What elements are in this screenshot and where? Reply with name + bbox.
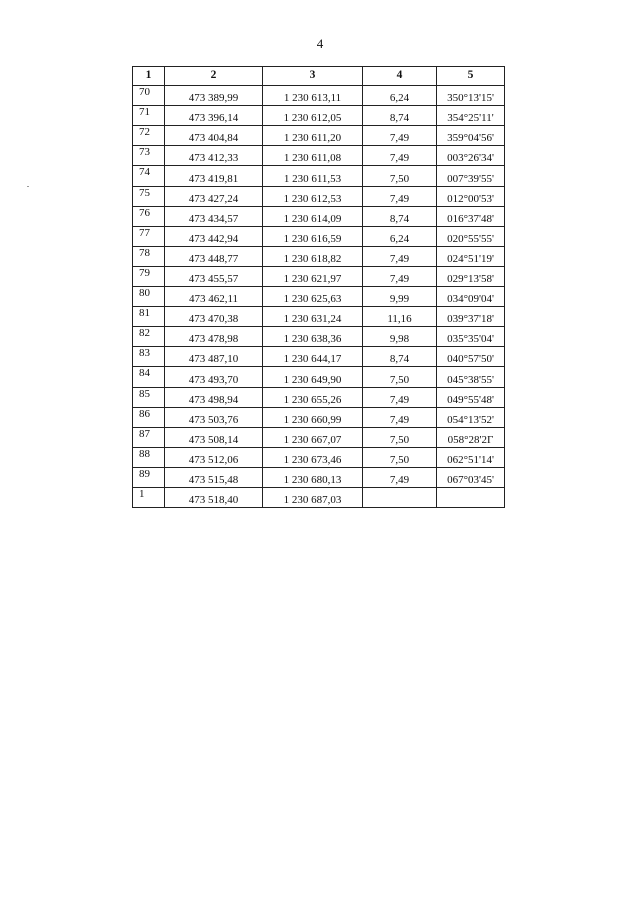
- table-row: [133, 287, 505, 307]
- bearing-cell: 012°00'53': [437, 186, 505, 206]
- page-number: 4: [316, 36, 324, 51]
- y-coordinate-cell: 1 230 631,24: [263, 307, 363, 327]
- distance-cell: 7,49: [363, 266, 437, 286]
- y-coordinate-cell: 1 230 612,05: [263, 106, 363, 126]
- distance-cell: 7,50: [363, 427, 437, 447]
- bearing-cell: 359°04'56': [437, 126, 505, 146]
- table-row: [133, 467, 505, 487]
- y-coordinate-cell: 1 230 611,53: [263, 166, 363, 186]
- point-number-cell: 81: [133, 307, 165, 327]
- coordinates-table: [132, 66, 505, 508]
- x-coordinate-cell: 473 412,33: [165, 146, 263, 166]
- x-coordinate-cell: 473 448,77: [165, 246, 263, 266]
- point-number-cell: 76: [133, 206, 165, 226]
- y-coordinate-cell: 1 230 612,53: [263, 186, 363, 206]
- table-row: [133, 246, 505, 266]
- x-coordinate-cell: 473 427,24: [165, 186, 263, 206]
- table-row: [133, 447, 505, 467]
- x-coordinate-cell: 473 487,10: [165, 347, 263, 367]
- x-coordinate-cell: 473 396,14: [165, 106, 263, 126]
- bearing-cell: 034°09'04': [437, 287, 505, 307]
- distance-cell: 7,50: [363, 447, 437, 467]
- distance-cell: [363, 487, 437, 507]
- point-number-cell: 83: [133, 347, 165, 367]
- bearing-cell: 024°51'19': [437, 246, 505, 266]
- table-row: [133, 106, 505, 126]
- point-number-cell: 84: [133, 367, 165, 387]
- bearing-cell: 039°37'18': [437, 307, 505, 327]
- x-coordinate-cell: 473 515,48: [165, 467, 263, 487]
- table-row: [133, 487, 505, 507]
- table-row: [133, 427, 505, 447]
- table-row: [133, 206, 505, 226]
- y-coordinate-cell: 1 230 613,11: [263, 86, 363, 106]
- column-header-x: 2: [165, 67, 263, 86]
- point-number-cell: 80: [133, 287, 165, 307]
- y-coordinate-cell: 1 230 673,46: [263, 447, 363, 467]
- table-row: [133, 387, 505, 407]
- point-number-cell: 1: [133, 487, 165, 507]
- distance-cell: 8,74: [363, 347, 437, 367]
- point-number-cell: 73: [133, 146, 165, 166]
- point-number-cell: 75: [133, 186, 165, 206]
- table-row: [133, 226, 505, 246]
- bearing-cell: 016°37'48': [437, 206, 505, 226]
- bearing-cell: 067°03'45': [437, 467, 505, 487]
- x-coordinate-cell: 473 512,06: [165, 447, 263, 467]
- table-header-row: [133, 67, 505, 86]
- column-header-bearing: 5: [437, 67, 505, 86]
- distance-cell: 7,49: [363, 146, 437, 166]
- x-coordinate-cell: 473 455,57: [165, 266, 263, 286]
- table-row: [133, 186, 505, 206]
- distance-cell: 7,49: [363, 407, 437, 427]
- point-number-cell: 77: [133, 226, 165, 246]
- distance-cell: 7,49: [363, 126, 437, 146]
- column-header-point: 1: [133, 67, 165, 86]
- y-coordinate-cell: 1 230 680,13: [263, 467, 363, 487]
- y-coordinate-cell: 1 230 625,63: [263, 287, 363, 307]
- y-coordinate-cell: 1 230 660,99: [263, 407, 363, 427]
- point-number-cell: 74: [133, 166, 165, 186]
- y-coordinate-cell: 1 230 621,97: [263, 266, 363, 286]
- x-coordinate-cell: 473 508,14: [165, 427, 263, 447]
- distance-cell: 7,49: [363, 246, 437, 266]
- bearing-cell: 020°55'55': [437, 226, 505, 246]
- x-coordinate-cell: 473 419,81: [165, 166, 263, 186]
- point-number-cell: 89: [133, 467, 165, 487]
- bearing-cell: 062°51'14': [437, 447, 505, 467]
- x-coordinate-cell: 473 462,11: [165, 287, 263, 307]
- point-number-cell: 85: [133, 387, 165, 407]
- y-coordinate-cell: 1 230 667,07: [263, 427, 363, 447]
- x-coordinate-cell: 473 498,94: [165, 387, 263, 407]
- bearing-cell: 003°26'34': [437, 146, 505, 166]
- point-number-cell: 79: [133, 266, 165, 286]
- table-row: [133, 347, 505, 367]
- x-coordinate-cell: 473 434,57: [165, 206, 263, 226]
- distance-cell: 6,24: [363, 86, 437, 106]
- y-coordinate-cell: 1 230 611,20: [263, 126, 363, 146]
- distance-cell: 6,24: [363, 226, 437, 246]
- distance-cell: 7,50: [363, 166, 437, 186]
- distance-cell: 7,50: [363, 367, 437, 387]
- y-coordinate-cell: 1 230 614,09: [263, 206, 363, 226]
- y-coordinate-cell: 1 230 655,26: [263, 387, 363, 407]
- bearing-cell: 054°13'52': [437, 407, 505, 427]
- distance-cell: 7,49: [363, 467, 437, 487]
- y-coordinate-cell: 1 230 618,82: [263, 246, 363, 266]
- table-row: [133, 407, 505, 427]
- bearing-cell: 350°13'15': [437, 86, 505, 106]
- table-row: [133, 266, 505, 286]
- distance-cell: 11,16: [363, 307, 437, 327]
- y-coordinate-cell: 1 230 687,03: [263, 487, 363, 507]
- bearing-cell: 035°35'04': [437, 327, 505, 347]
- y-coordinate-cell: 1 230 644,17: [263, 347, 363, 367]
- table-row: [133, 307, 505, 327]
- point-number-cell: 72: [133, 126, 165, 146]
- point-number-cell: 86: [133, 407, 165, 427]
- x-coordinate-cell: 473 389,99: [165, 86, 263, 106]
- bearing-cell: 354°25'11': [437, 106, 505, 126]
- point-number-cell: 82: [133, 327, 165, 347]
- point-number-cell: 88: [133, 447, 165, 467]
- table-row: [133, 327, 505, 347]
- x-coordinate-cell: 473 470,38: [165, 307, 263, 327]
- bearing-cell: 029°13'58': [437, 266, 505, 286]
- x-coordinate-cell: 473 493,70: [165, 367, 263, 387]
- y-coordinate-cell: 1 230 638,36: [263, 327, 363, 347]
- distance-cell: 9,98: [363, 327, 437, 347]
- column-header-distance: 4: [363, 67, 437, 86]
- bearing-cell: [437, 487, 505, 507]
- distance-cell: 8,74: [363, 206, 437, 226]
- bearing-cell: 007°39'55': [437, 166, 505, 186]
- x-coordinate-cell: 473 503,76: [165, 407, 263, 427]
- distance-cell: 9,99: [363, 287, 437, 307]
- point-number-cell: 87: [133, 427, 165, 447]
- point-number-cell: 70: [133, 86, 165, 106]
- x-coordinate-cell: 473 442,94: [165, 226, 263, 246]
- bearing-cell: 049°55'48': [437, 387, 505, 407]
- y-coordinate-cell: 1 230 649,90: [263, 367, 363, 387]
- point-number-cell: 71: [133, 106, 165, 126]
- x-coordinate-cell: 473 404,84: [165, 126, 263, 146]
- table-row: [133, 146, 505, 166]
- table-row: [133, 126, 505, 146]
- x-coordinate-cell: 473 478,98: [165, 327, 263, 347]
- x-coordinate-cell: 473 518,40: [165, 487, 263, 507]
- distance-cell: 7,49: [363, 186, 437, 206]
- distance-cell: 7,49: [363, 387, 437, 407]
- table-body: [133, 86, 505, 508]
- bearing-cell: 045°38'55': [437, 367, 505, 387]
- bearing-cell: 040°57'50': [437, 347, 505, 367]
- y-coordinate-cell: 1 230 611,08: [263, 146, 363, 166]
- column-header-y: 3: [263, 67, 363, 86]
- table-row: [133, 86, 505, 106]
- distance-cell: 8,74: [363, 106, 437, 126]
- scan-speck: [27, 186, 29, 187]
- y-coordinate-cell: 1 230 616,59: [263, 226, 363, 246]
- table-row: [133, 367, 505, 387]
- bearing-cell: 058°28'2Г: [437, 427, 505, 447]
- table-row: [133, 166, 505, 186]
- point-number-cell: 78: [133, 246, 165, 266]
